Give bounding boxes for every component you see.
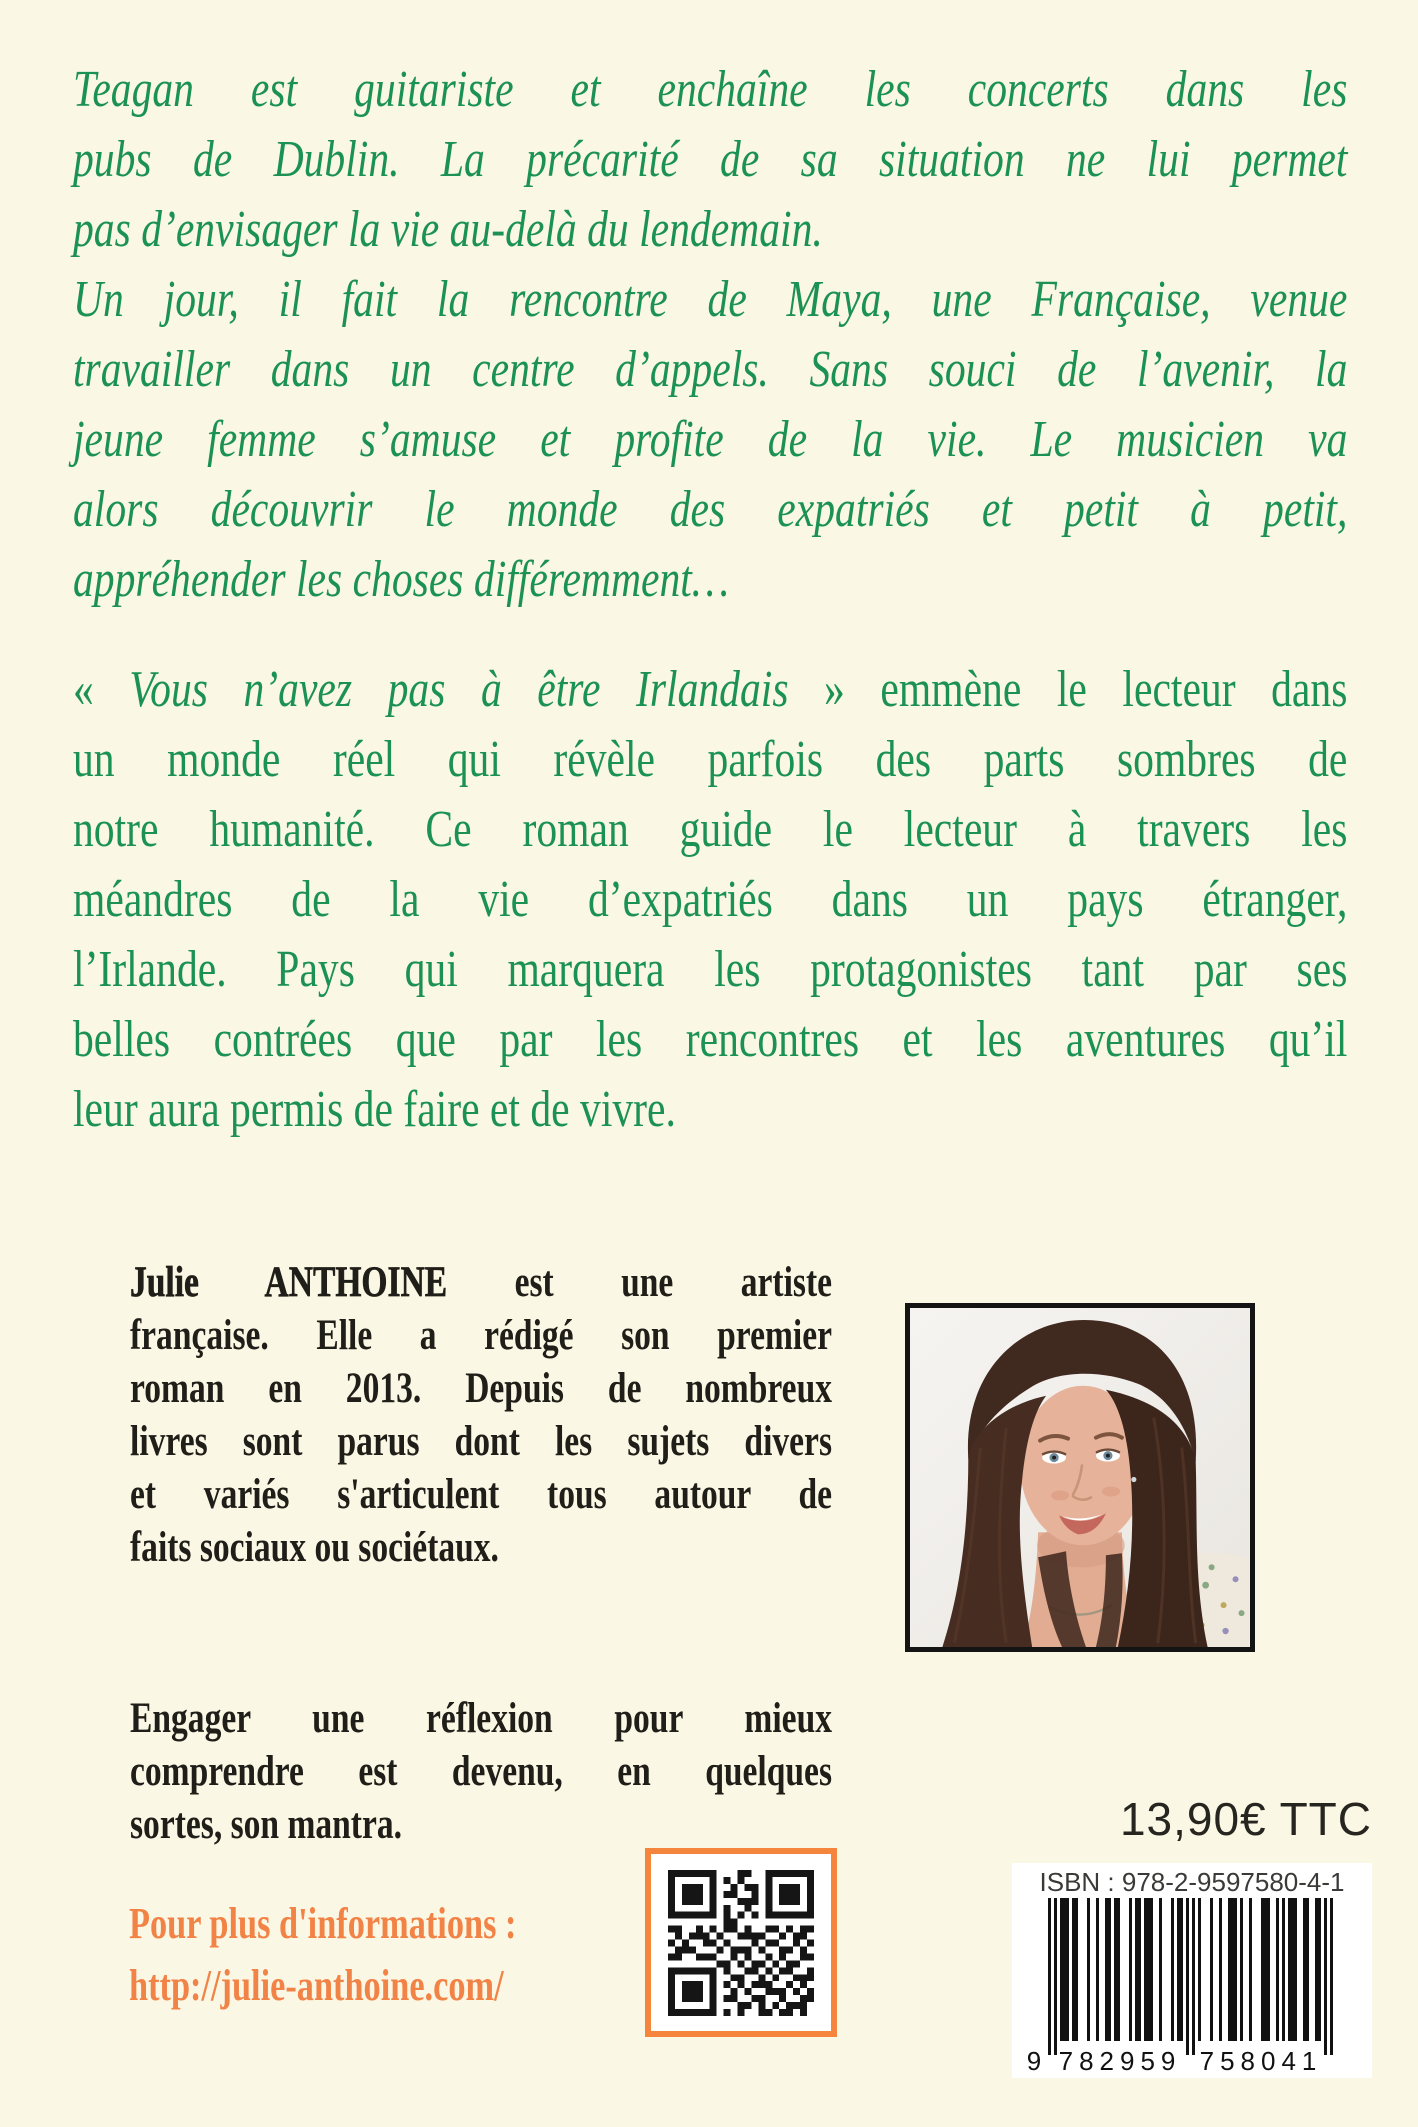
author-motto bbox=[130, 1692, 832, 1851]
text-line: « Vous n’avez pas à être Irlandais » emmène le lecteur dans bbox=[73, 661, 1348, 718]
text-line: Engager une réflexion pour mieux bbox=[130, 1695, 832, 1742]
website-info bbox=[129, 1893, 628, 2017]
synopsis-paragraph-1 bbox=[73, 55, 1347, 615]
text-line: notre humanité. Ce roman guide le lecteur à travers les bbox=[73, 801, 1348, 858]
text-line: livres sont parus dont les sujets divers bbox=[130, 1418, 832, 1465]
text-line: leur aura permis de faire et de vivre. bbox=[73, 1081, 676, 1138]
author-photo bbox=[905, 1303, 1255, 1652]
text-line: faits sociaux ou sociétaux. bbox=[130, 1524, 499, 1571]
text-line: l’Irlande. Pays qui marquera les protagonistes tant par ses bbox=[73, 941, 1348, 998]
text-line: alors découvrir le monde des expatriés et petit à petit, bbox=[73, 481, 1348, 538]
text-line: appréhender les choses différemment… bbox=[73, 551, 729, 608]
text-line: comprendre est devenu, en quelques bbox=[130, 1748, 832, 1795]
svg-text:758041: 758041 bbox=[1199, 2046, 1323, 2076]
qr-code bbox=[645, 1848, 837, 2037]
isbn-label: ISBN : 978-2-9597580-4-1 bbox=[1039, 1867, 1345, 1897]
author-bio bbox=[130, 1256, 832, 1574]
text-line: et variés s'articulent tous autour de bbox=[130, 1471, 832, 1518]
ean13-barcode bbox=[1012, 1863, 1372, 2078]
text-line: sortes, son mantra. bbox=[130, 1801, 403, 1848]
isbn-barcode-block bbox=[1012, 1863, 1372, 2078]
price-label: 13,90€ TTC bbox=[1119, 1793, 1372, 1845]
svg-text:782959: 782959 bbox=[1058, 2046, 1182, 2076]
synopsis-paragraph-2 bbox=[73, 655, 1347, 1145]
text-line: française. Elle a rédigé son premier bbox=[130, 1312, 832, 1359]
text-line: pas d’envisager la vie au-delà du lendemain. bbox=[73, 201, 823, 258]
qr-code-pattern bbox=[668, 1870, 814, 2016]
text-line: Julie ANTHOINE est une artiste bbox=[130, 1259, 833, 1306]
svg-text:9: 9 bbox=[1026, 2046, 1042, 2076]
text-line: pubs de Dublin. La précarité de sa situation ne lui permet bbox=[73, 131, 1348, 188]
text-line: un monde réel qui révèle parfois des parts sombres de bbox=[73, 731, 1348, 788]
text-line: belles contrées que par les rencontres et les aventures qu’il bbox=[73, 1011, 1348, 1068]
text-line: méandres de la vie d’expatriés dans un pays étranger, bbox=[73, 871, 1348, 928]
info-label: Pour plus d'informations : bbox=[129, 1899, 517, 1948]
author-portrait-illustration bbox=[910, 1308, 1250, 1647]
text-line: roman en 2013. Depuis de nombreux bbox=[130, 1365, 832, 1412]
text-line: Teagan est guitariste et enchaîne les concerts dans les bbox=[73, 61, 1348, 118]
website-url: http://julie-anthoine.com/ bbox=[129, 1961, 504, 2010]
text-line: jeune femme s’amuse et profite de la vie. Le musicien va bbox=[73, 411, 1348, 468]
text-line: Un jour, il fait la rencontre de Maya, une Française, venue bbox=[73, 271, 1348, 328]
text-line: travailler dans un centre d’appels. Sans souci de l’avenir, la bbox=[73, 341, 1348, 398]
